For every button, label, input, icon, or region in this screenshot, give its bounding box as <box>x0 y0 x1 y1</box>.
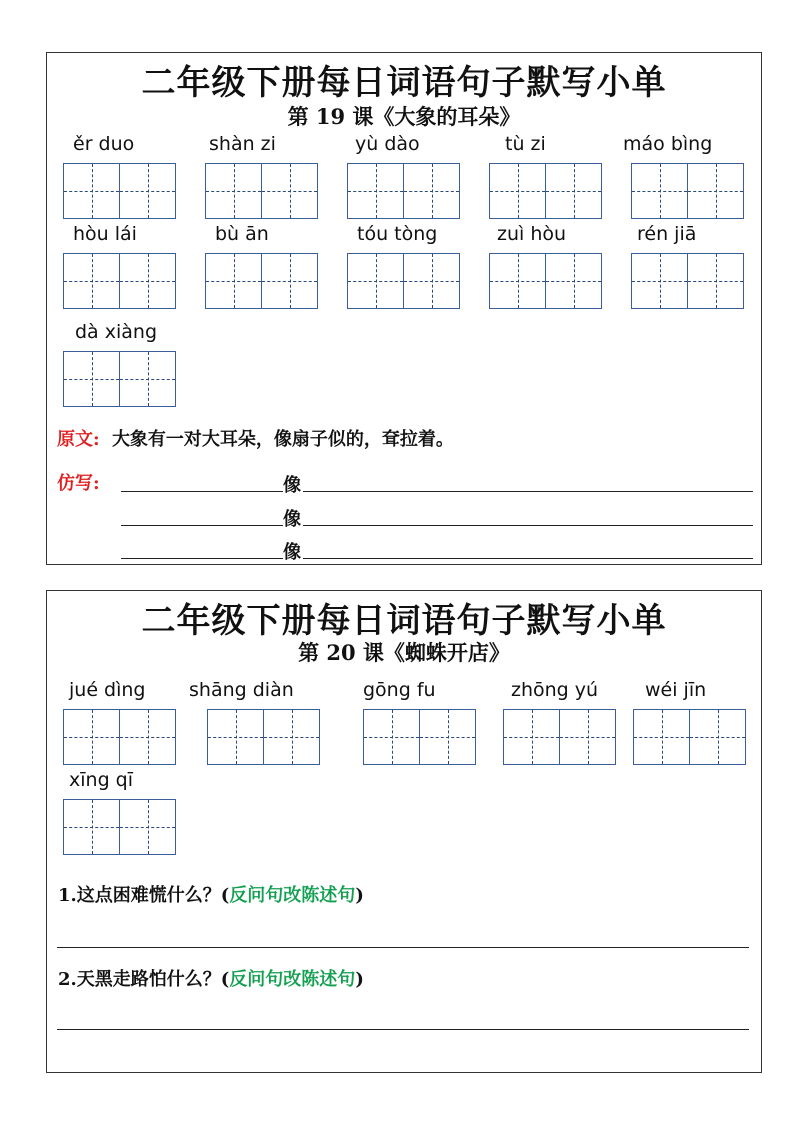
writing-grid[interactable] <box>503 709 633 765</box>
tianzige-cell[interactable] <box>404 163 460 219</box>
writing-grid[interactable] <box>63 709 193 765</box>
imitate-label: 仿写: <box>57 473 100 494</box>
word-group <box>205 131 321 219</box>
pinyin-label: shàn zi <box>209 133 276 155</box>
question-hint: 反问句改陈述句 <box>229 969 356 990</box>
tianzige-cell[interactable] <box>633 709 690 765</box>
lesson-title: 第 19 课《大象的耳朵》 <box>287 104 521 129</box>
writing-grid[interactable] <box>489 253 605 309</box>
writing-grid[interactable] <box>63 253 179 309</box>
tianzige-cell[interactable] <box>489 163 546 219</box>
pinyin-label: gōng fu <box>363 679 436 701</box>
imitate-blank-3b[interactable] <box>303 558 753 559</box>
word-group <box>633 677 763 765</box>
tianzige-cell[interactable] <box>120 709 176 765</box>
tianzige-cell[interactable] <box>560 709 616 765</box>
tianzige-cell[interactable] <box>264 709 320 765</box>
pinyin-label: bù ān <box>215 223 269 245</box>
worksheet-title: 二年级下册每日词语句子默写小单 <box>141 63 667 103</box>
writing-grid[interactable] <box>63 351 179 407</box>
writing-grid[interactable] <box>363 709 493 765</box>
tianzige-cell[interactable] <box>262 163 318 219</box>
answer-line-2[interactable] <box>57 1029 749 1030</box>
word-group <box>489 131 605 219</box>
pinyin-label: yù dào <box>355 133 420 155</box>
writing-grid[interactable] <box>63 799 179 855</box>
tianzige-cell[interactable] <box>63 163 120 219</box>
pinyin-label: wéi jīn <box>645 679 707 701</box>
tianzige-cell[interactable] <box>363 709 420 765</box>
word-group <box>205 221 321 309</box>
pinyin-label: hòu lái <box>73 223 137 245</box>
writing-grid[interactable] <box>347 253 463 309</box>
word-group <box>347 221 463 309</box>
tianzige-cell[interactable] <box>420 709 476 765</box>
question-close: ) <box>355 969 364 990</box>
pinyin-label: jué dìng <box>69 679 146 701</box>
tianzige-cell[interactable] <box>207 709 264 765</box>
pinyin-label: zuì hòu <box>497 223 567 245</box>
question-hint: 反问句改陈述句 <box>229 885 356 906</box>
question-close: ) <box>355 885 364 906</box>
word-group <box>631 221 747 309</box>
pinyin-label: dà xiàng <box>75 321 158 343</box>
original-sentence <box>57 425 454 451</box>
pinyin-label: zhōng yú <box>511 679 599 701</box>
writing-grid[interactable] <box>205 163 321 219</box>
answer-line-1[interactable] <box>57 947 749 948</box>
tianzige-cell[interactable] <box>347 163 404 219</box>
pinyin-label: shāng diàn <box>189 679 294 701</box>
writing-grid[interactable] <box>631 163 747 219</box>
tianzige-cell[interactable] <box>63 351 120 407</box>
tianzige-cell[interactable] <box>120 253 176 309</box>
imitate-blank-2b[interactable] <box>303 525 753 526</box>
tianzige-cell[interactable] <box>63 709 120 765</box>
writing-grid[interactable] <box>633 709 763 765</box>
imitate-blank-1b[interactable] <box>303 491 753 492</box>
tianzige-cell[interactable] <box>688 253 744 309</box>
tianzige-cell[interactable] <box>546 253 602 309</box>
pinyin-label: xīng qī <box>69 769 134 791</box>
tianzige-cell[interactable] <box>546 163 602 219</box>
tianzige-cell[interactable] <box>631 253 688 309</box>
tianzige-cell[interactable] <box>120 163 176 219</box>
word-group <box>347 131 463 219</box>
tianzige-cell[interactable] <box>120 799 176 855</box>
word-group <box>363 677 493 765</box>
tianzige-cell[interactable] <box>63 799 120 855</box>
question-text: 2.天黑走路怕什么？( <box>58 969 230 990</box>
pinyin-label: ěr duo <box>73 133 135 155</box>
tianzige-cell[interactable] <box>205 163 262 219</box>
tianzige-cell[interactable] <box>404 253 460 309</box>
tianzige-cell[interactable] <box>688 163 744 219</box>
tianzige-cell[interactable] <box>503 709 560 765</box>
word-group <box>503 677 633 765</box>
lesson-title: 第 20 课《蜘蛛开店》 <box>298 640 510 665</box>
word-group <box>623 131 747 219</box>
word-group <box>63 221 179 309</box>
imitate-blank-1a[interactable] <box>121 491 283 492</box>
tianzige-cell[interactable] <box>347 253 404 309</box>
question-text: 1.这点困难慌什么？( <box>58 885 230 906</box>
question-1 <box>58 881 364 907</box>
writing-grid[interactable] <box>207 709 337 765</box>
imitate-blank-3a[interactable] <box>121 558 283 559</box>
original-text: 大象有一对大耳朵，像扇子似的，耷拉着。 <box>111 429 454 450</box>
writing-grid[interactable] <box>63 163 179 219</box>
tianzige-cell[interactable] <box>690 709 746 765</box>
tianzige-cell[interactable] <box>205 253 262 309</box>
word-group <box>63 767 179 855</box>
imitate-blank-2a[interactable] <box>121 525 283 526</box>
worksheet-card-lesson-20 <box>46 590 762 1073</box>
writing-grid[interactable] <box>205 253 321 309</box>
question-2 <box>58 965 364 991</box>
writing-grid[interactable] <box>489 163 605 219</box>
word-group <box>189 677 337 765</box>
pinyin-label: tù zi <box>505 133 546 155</box>
writing-grid[interactable] <box>631 253 747 309</box>
word-group <box>63 677 193 765</box>
word-group <box>489 221 605 309</box>
word-group <box>63 319 179 407</box>
writing-grid[interactable] <box>347 163 463 219</box>
original-label: 原文: <box>57 429 100 450</box>
tianzige-cell[interactable] <box>120 351 176 407</box>
tianzige-cell[interactable] <box>489 253 546 309</box>
tianzige-cell[interactable] <box>63 253 120 309</box>
worksheet-card-lesson-19 <box>46 52 762 565</box>
imitate-like-word: 像 <box>283 542 301 563</box>
imitate-like-word: 像 <box>283 509 301 530</box>
imitate-like-word: 像 <box>283 475 301 496</box>
pinyin-label: rén jiā <box>637 223 697 245</box>
tianzige-cell[interactable] <box>262 253 318 309</box>
pinyin-label: tóu tòng <box>357 223 438 245</box>
word-group <box>63 131 179 219</box>
worksheet-title: 二年级下册每日词语句子默写小单 <box>141 601 667 641</box>
tianzige-cell[interactable] <box>631 163 688 219</box>
pinyin-label: máo bìng <box>623 133 713 155</box>
